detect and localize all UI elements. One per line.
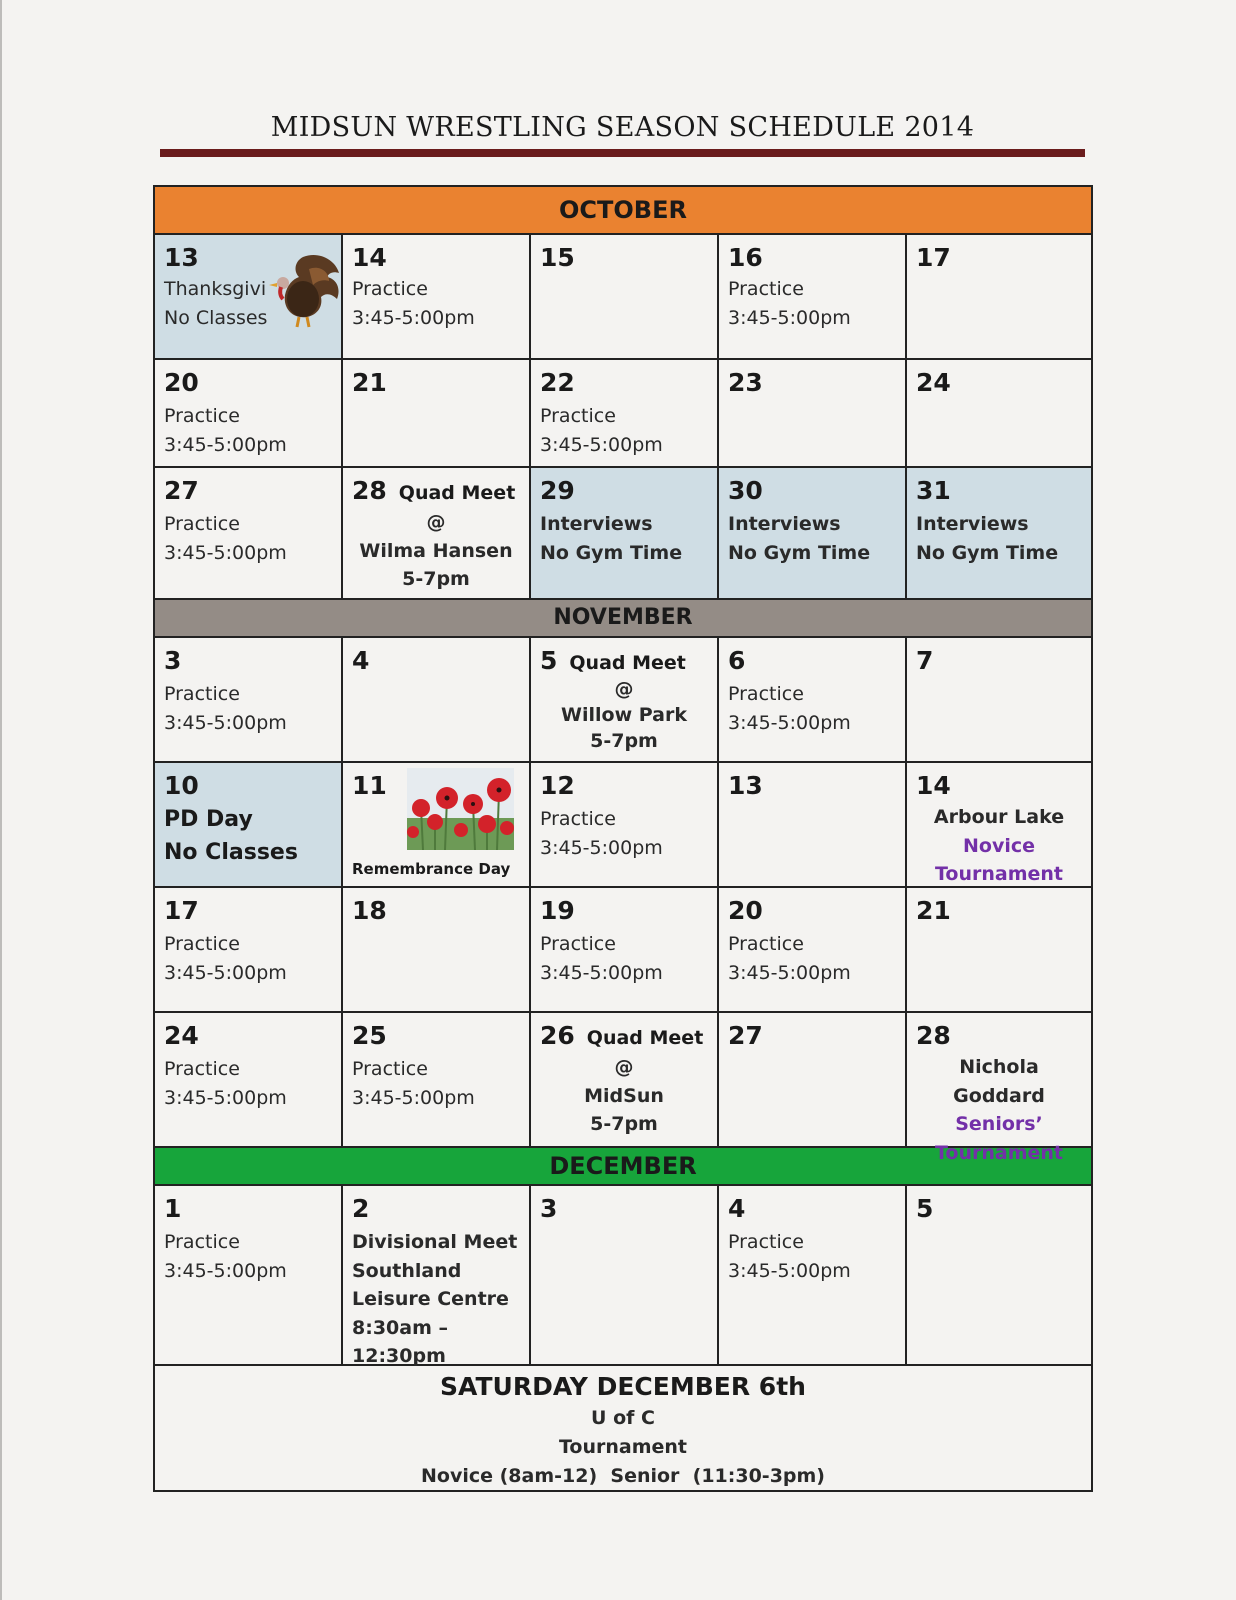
event-title: Quad Meet bbox=[398, 482, 516, 504]
day-number: 16 bbox=[728, 243, 763, 272]
calendar-week bbox=[155, 888, 1091, 1013]
day-number: 27 bbox=[164, 476, 199, 505]
calendar-week bbox=[155, 1186, 1091, 1366]
page-edge bbox=[0, 0, 2, 1600]
calendar bbox=[153, 185, 1093, 1492]
day-note: 3:45-5:00pm bbox=[164, 1259, 287, 1282]
day-note: No Gym Time bbox=[540, 541, 683, 564]
calendar-week bbox=[155, 1013, 1091, 1164]
day-number: 25 bbox=[352, 1021, 387, 1050]
day-note: Practice bbox=[164, 683, 240, 705]
day-note: Practice bbox=[164, 405, 240, 427]
day-number: 4 bbox=[352, 646, 370, 675]
day-note: Practice bbox=[540, 933, 616, 955]
day-number: 3 bbox=[164, 646, 182, 675]
event-location: Arbour Lake bbox=[933, 806, 1065, 828]
day-number: 13 bbox=[728, 771, 763, 800]
event-title: Divisional Meet bbox=[352, 1231, 518, 1253]
day-cell-nov-4 bbox=[343, 638, 531, 761]
day-cell-nov-10 bbox=[155, 763, 343, 886]
event-type: Tournament bbox=[934, 1141, 1064, 1164]
day-number: 11 bbox=[352, 771, 387, 800]
tournament-footer bbox=[155, 1366, 1091, 1490]
calendar-week bbox=[155, 763, 1091, 888]
day-cell-nov-3 bbox=[155, 638, 343, 761]
day-cell-nov-7 bbox=[907, 638, 1091, 761]
day-number: 7 bbox=[916, 646, 934, 675]
day-note: 3:45-5:00pm bbox=[164, 1086, 287, 1109]
event-time: 5-7pm bbox=[402, 568, 470, 590]
day-note: No Classes bbox=[164, 840, 298, 865]
event-time: 8:30am – bbox=[352, 1316, 448, 1339]
day-cell-oct-29 bbox=[531, 468, 719, 598]
day-number: 21 bbox=[916, 896, 951, 925]
day-note: Practice bbox=[728, 683, 804, 705]
day-cell-oct-31 bbox=[907, 468, 1091, 598]
day-heading bbox=[540, 646, 717, 676]
day-note: 3:45-5:00pm bbox=[164, 541, 287, 564]
event-line: @ bbox=[614, 1056, 634, 1078]
day-note: Interviews bbox=[916, 513, 1029, 535]
event-location: Southland bbox=[352, 1259, 462, 1282]
day-note: 3:45-5:00pm bbox=[728, 306, 851, 329]
day-cell-nov-12 bbox=[531, 763, 719, 886]
day-number: 20 bbox=[164, 368, 199, 397]
footer-line: U of C bbox=[591, 1407, 655, 1429]
day-note: Practice bbox=[728, 1231, 804, 1253]
day-cell-nov-26 bbox=[531, 1013, 719, 1146]
day-note: 3:45-5:00pm bbox=[540, 836, 663, 859]
day-number: 5 bbox=[916, 1194, 934, 1223]
day-note: 3:45-5:00pm bbox=[352, 306, 475, 329]
day-cell-oct-21 bbox=[343, 360, 531, 466]
day-note: Practice bbox=[352, 1058, 428, 1080]
day-number: 17 bbox=[916, 243, 951, 272]
day-number: 15 bbox=[540, 243, 575, 272]
day-note: Practice bbox=[164, 513, 240, 535]
day-note: Practice bbox=[164, 1058, 240, 1080]
day-cell-dec-4 bbox=[719, 1186, 907, 1364]
day-heading bbox=[352, 476, 529, 506]
calendar-week bbox=[155, 235, 1091, 360]
day-cell-oct-23 bbox=[719, 360, 907, 466]
day-number: 28 bbox=[352, 476, 387, 505]
event-location: Willow Park bbox=[561, 704, 687, 726]
day-number: 1 bbox=[164, 1194, 182, 1223]
day-note: Interviews bbox=[540, 513, 653, 535]
day-cell-nov-21 bbox=[907, 888, 1091, 1011]
day-cell-oct-20 bbox=[155, 360, 343, 466]
day-note: Practice bbox=[164, 1231, 240, 1253]
day-cell-oct-22 bbox=[531, 360, 719, 466]
event-location: Nichola Goddard bbox=[953, 1056, 1045, 1107]
calendar-week bbox=[155, 360, 1091, 468]
day-number: 12 bbox=[540, 771, 575, 800]
day-number: 18 bbox=[352, 896, 387, 925]
day-cell-nov-5 bbox=[531, 638, 719, 761]
day-note: 3:45-5:00pm bbox=[728, 1259, 851, 1282]
event-division: Seniors’ bbox=[955, 1113, 1043, 1135]
event-location: MidSun bbox=[584, 1084, 664, 1107]
day-note: Practice bbox=[728, 933, 804, 955]
day-cell-nov-19 bbox=[531, 888, 719, 1011]
footer-title: SATURDAY DECEMBER 6th bbox=[440, 1372, 806, 1401]
day-cell-oct-16 bbox=[719, 235, 907, 358]
event-time: 5-7pm bbox=[590, 1113, 658, 1135]
footer-times: Novice (8am-12) Senior (11:30-3pm) bbox=[421, 1465, 825, 1487]
day-cell-nov-27 bbox=[719, 1013, 907, 1146]
event-title: Quad Meet bbox=[586, 1027, 704, 1049]
day-note: 3:45-5:00pm bbox=[728, 961, 851, 984]
page-title: MIDSUN WRESTLING SEASON SCHEDULE 2014 bbox=[270, 112, 975, 143]
day-number: 3 bbox=[540, 1194, 558, 1223]
day-number: 28 bbox=[916, 1021, 951, 1050]
day-cell-oct-24 bbox=[907, 360, 1091, 466]
day-note: 3:45-5:00pm bbox=[164, 961, 287, 984]
day-number: 24 bbox=[916, 368, 951, 397]
event-time: 12:30pm bbox=[352, 1345, 446, 1367]
day-number: 30 bbox=[728, 476, 763, 505]
day-number: 27 bbox=[728, 1021, 763, 1050]
poppy-image bbox=[407, 768, 514, 850]
event-details bbox=[352, 508, 529, 594]
day-cell-dec-5 bbox=[907, 1186, 1091, 1364]
day-number: 5 bbox=[540, 646, 558, 675]
day-cell-oct-30 bbox=[719, 468, 907, 598]
title-rule bbox=[160, 149, 1085, 157]
day-number: 19 bbox=[540, 896, 575, 925]
day-cell-nov-6 bbox=[719, 638, 907, 761]
event-details bbox=[540, 676, 717, 754]
day-cell-nov-24 bbox=[155, 1013, 343, 1146]
turkey-icon bbox=[263, 249, 343, 329]
event-title: Quad Meet bbox=[569, 652, 686, 674]
event-division: Novice bbox=[962, 834, 1035, 857]
day-cell-oct-15 bbox=[531, 235, 719, 358]
day-cell-nov-13 bbox=[719, 763, 907, 886]
event-location: Wilma Hansen bbox=[359, 539, 513, 562]
month-header-december: DECEMBER bbox=[155, 1148, 1091, 1186]
event-line: @ bbox=[614, 678, 634, 700]
day-number: 23 bbox=[728, 368, 763, 397]
day-cell-nov-28 bbox=[907, 1013, 1091, 1164]
footer-line: Tournament bbox=[558, 1436, 688, 1458]
event-details bbox=[540, 1053, 717, 1139]
day-number: 26 bbox=[540, 1021, 575, 1050]
day-note: 3:45-5:00pm bbox=[728, 711, 851, 734]
day-number: 4 bbox=[728, 1194, 746, 1223]
day-cell-dec-1 bbox=[155, 1186, 343, 1364]
event-type: Tournament bbox=[934, 863, 1064, 885]
day-number: 2 bbox=[352, 1194, 370, 1223]
month-header-october: OCTOBER bbox=[155, 187, 1091, 235]
day-note: Practice bbox=[164, 933, 240, 955]
day-note: No Classes bbox=[164, 306, 268, 329]
day-cell-oct-13 bbox=[155, 235, 343, 358]
day-note: No Gym Time bbox=[728, 541, 871, 564]
day-cell-oct-17 bbox=[907, 235, 1091, 358]
day-number: 24 bbox=[164, 1021, 199, 1050]
day-note: 3:45-5:00pm bbox=[352, 1086, 475, 1109]
day-number: 14 bbox=[916, 771, 951, 800]
day-number: 20 bbox=[728, 896, 763, 925]
day-number: 29 bbox=[540, 476, 575, 505]
day-number: 17 bbox=[164, 896, 199, 925]
day-note: Practice bbox=[728, 278, 804, 300]
day-note: Thanksgivi bbox=[164, 278, 267, 300]
day-cell-dec-2 bbox=[343, 1186, 531, 1367]
event-details bbox=[916, 1053, 1091, 1167]
day-number: 22 bbox=[540, 368, 575, 397]
day-cell-nov-17 bbox=[155, 888, 343, 1011]
day-note: 3:45-5:00pm bbox=[540, 961, 663, 984]
day-cell-dec-3 bbox=[531, 1186, 719, 1364]
day-note: 3:45-5:00pm bbox=[164, 711, 287, 734]
day-note: No Gym Time bbox=[916, 541, 1059, 564]
calendar-week bbox=[155, 638, 1091, 763]
event-time: 5-7pm bbox=[590, 730, 658, 752]
day-note: Practice bbox=[540, 405, 616, 427]
event-location: Leisure Centre bbox=[352, 1288, 509, 1310]
day-note: Practice bbox=[540, 808, 616, 830]
day-note: PD Day bbox=[164, 807, 253, 832]
day-number: 21 bbox=[352, 368, 387, 397]
day-cell-nov-25 bbox=[343, 1013, 531, 1146]
day-number: 13 bbox=[164, 243, 199, 272]
day-number: 6 bbox=[728, 646, 746, 675]
day-note: Interviews bbox=[728, 513, 841, 535]
day-cell-nov-20 bbox=[719, 888, 907, 1011]
day-number: 14 bbox=[352, 243, 387, 272]
calendar-week bbox=[155, 468, 1091, 600]
poppy-caption: Remembrance Day bbox=[352, 860, 511, 878]
day-cell-oct-14 bbox=[343, 235, 531, 358]
day-number: 10 bbox=[164, 771, 199, 800]
day-cell-oct-28 bbox=[343, 468, 531, 598]
day-cell-nov-18 bbox=[343, 888, 531, 1011]
day-note: 3:45-5:00pm bbox=[540, 433, 663, 456]
day-heading bbox=[540, 1021, 717, 1051]
day-note: Practice bbox=[352, 278, 428, 300]
event-details bbox=[916, 803, 1091, 889]
day-note: 3:45-5:00pm bbox=[164, 433, 287, 456]
day-cell-oct-27 bbox=[155, 468, 343, 598]
day-cell-nov-11 bbox=[343, 763, 531, 886]
day-number: 31 bbox=[916, 476, 951, 505]
event-line: @ bbox=[426, 511, 446, 533]
month-header-november: NOVEMBER bbox=[155, 600, 1091, 638]
day-cell-nov-14 bbox=[907, 763, 1091, 886]
